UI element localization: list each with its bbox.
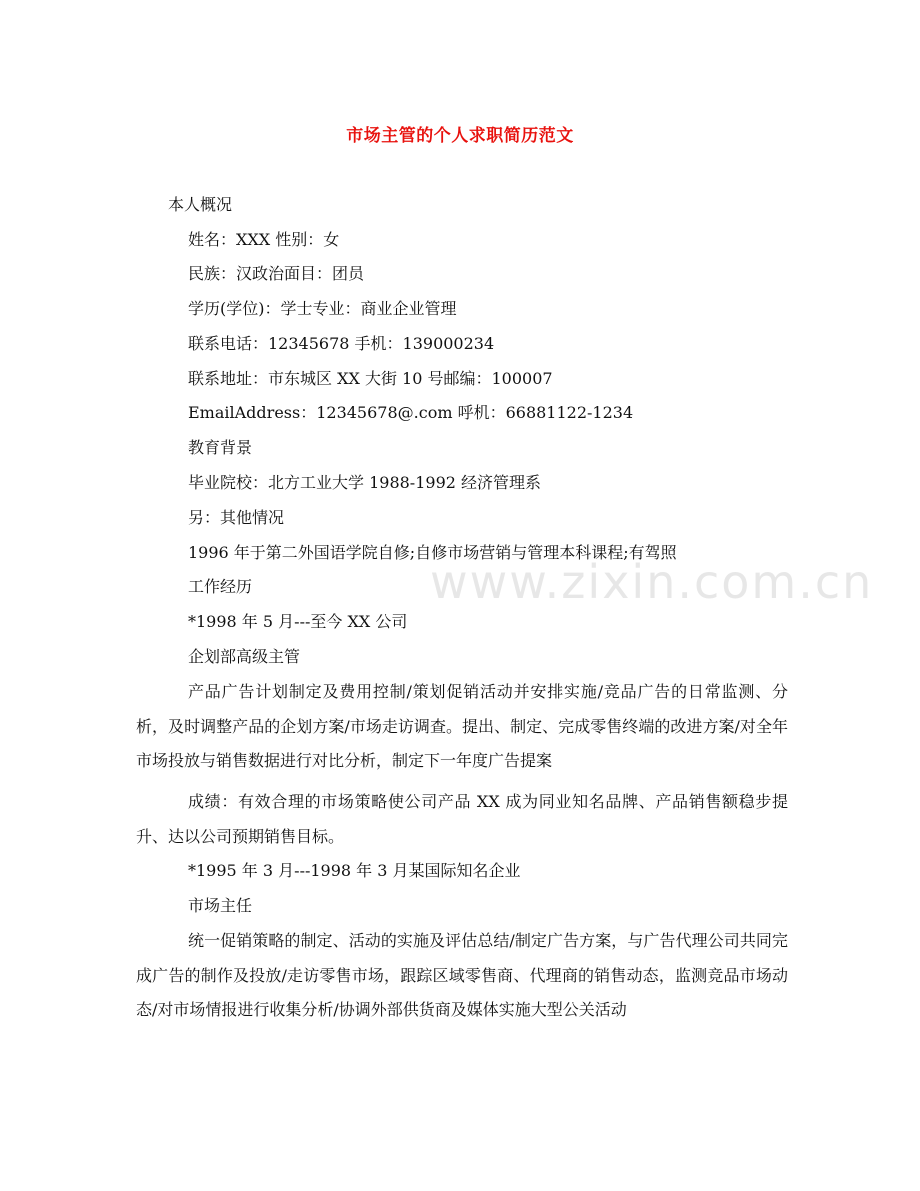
job1-title: 企划部高级主管	[188, 647, 301, 666]
watermark: www.zixin.com.cn	[430, 555, 874, 609]
job2-duties-paragraph: 统一促销策略的制定、活动的实施及评估总结/制定广告方案，与广告代理公司共同完成广告的制作及投放/走访零售市场，跟踪区域零售商、代理商的销售动态，监测竞品市场动态/对市场情报进行收集分析/协调外部供货商及媒体实施大型公关活动	[136, 931, 788, 1019]
job1-period: *1998 年 5 月---至今 XX 公司	[188, 612, 408, 631]
school-line: 毕业院校：北方工业大学 1988-1992 经济管理系	[188, 473, 542, 492]
section-heading-education: 教育背景	[188, 438, 253, 457]
job1-duties-paragraph: 产品广告计划制定及费用控制/策划促销活动并安排实施/竞品广告的日常监测、分析，及时调整产品的企划方案/市场走访调查。提出、制定、完成零售终端的改进方案/对全年市场投放与销售数据进行对比分析，制定下一年度广告提案	[136, 682, 788, 770]
section-heading-work: 工作经历	[188, 577, 253, 596]
document-title: 市场主管的个人求职简历范文	[346, 126, 574, 146]
other-info-heading: 另：其他情况	[188, 508, 285, 527]
email-pager-line: EmailAddress：12345678@.com 呼机：66881122-1234	[188, 403, 634, 422]
phone-line: 联系电话：12345678 手机：139000234	[188, 334, 495, 353]
address-line: 联系地址：市东城区 XX 大街 10 号邮编：100007	[188, 369, 553, 388]
self-study-line: 1996 年于第二外国语学院自修;自修市场营销与管理本科课程;有驾照	[188, 543, 677, 562]
degree-major-line: 学历(学位)：学士专业：商业企业管理	[188, 299, 457, 318]
name-gender-line: 姓名：XXX 性别：女	[188, 230, 340, 249]
job2-title: 市场主任	[188, 896, 253, 915]
job1-achievement-paragraph: 成绩：有效合理的市场策略使公司产品 XX 成为同业知名品牌、产品销售额稳步提升、达以公司预期销售目标。	[136, 792, 788, 846]
job2-period: *1995 年 3 月---1998 年 3 月某国际知名企业	[188, 861, 521, 880]
section-heading-overview: 本人概况	[168, 195, 233, 214]
ethnicity-politics-line: 民族：汉政治面目：团员	[188, 264, 365, 283]
